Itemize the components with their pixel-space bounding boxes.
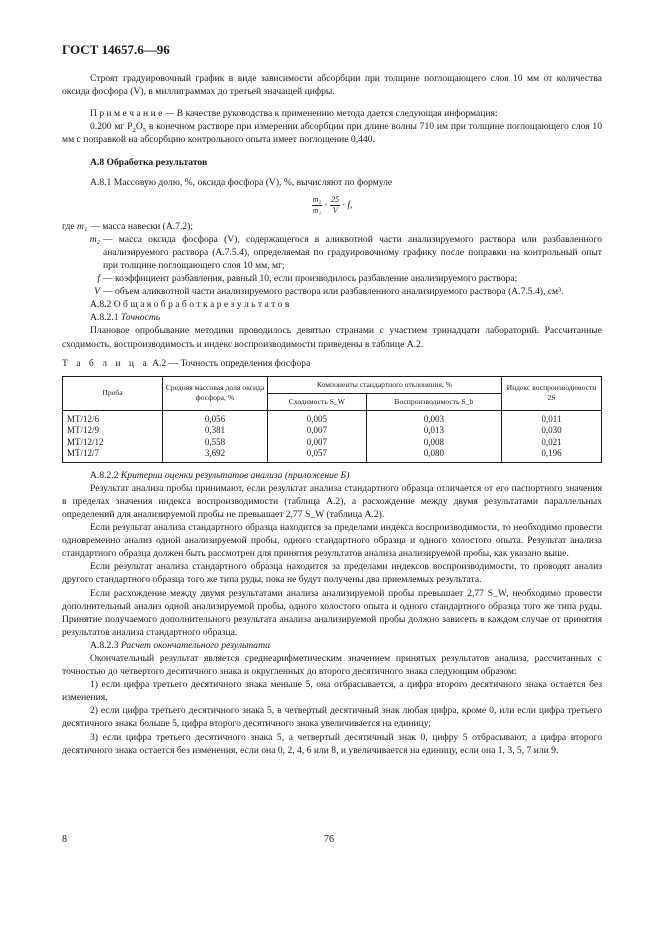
col-sb-header: Воспроизводимость S_b — [366, 393, 501, 410]
precision-table — [62, 376, 602, 463]
note-info-paragraph: 0.200 мг $P_2O_5$ в конечном растворе при измерении абсорбции при длине волны 710 им при толщине поглощающего слоя 10 мм с поправкой на абсорбцию контрольного опыта имеет поглощение 0,440. — [62, 121, 602, 146]
document-header: ГОСТ 14657.6—96 — [62, 42, 170, 57]
col-sw-header: Сходимость S_W — [268, 393, 367, 410]
a823-rule-1: 1) если цифра третьего десятичного знака меньше 5, она отбрасывается, а цифра второго десятичного знака остается без изменения. — [62, 679, 602, 704]
a823-heading: А.8.2.3 Расчет окончательного результата — [90, 639, 270, 651]
col-sample-header: Проба — [63, 376, 163, 410]
page-body — [62, 72, 602, 757]
a822-paragraph-2: Если результат анализа стандартного образца находится за пределами индекса воспроизводимости, то необходимо провести одновременно анализ одной анализируемой пробы, одного стандартного образца и одного холостого опыта. Результат анализа стандартного образца должен быть рассмотрен для принятия результатов анализа анализируемой пробы, как указано выше. — [62, 522, 602, 560]
definition-m2: m₂ — масса оксида фосфора (V), содержащегося в аликвотной части анализируемого раствора или разбавленного анализируемого раствора (А.7.5.4), определяемая по градуировочному графику после поправки на контрольный опыт при толщине поглощающего слоя 10 мм, мг; — [89, 233, 602, 271]
definition-m1: где m₁ — масса навески (А.7.2); — [62, 220, 194, 232]
page-number-center: 76 — [324, 834, 334, 845]
a823-rule-3: 3) если цифра третьего десятичного знака 5, а четвертый десятичный знак 0, цифру 5 отбрасывают, а цифра второго десятичного знака остается без изменения, если она 0, 2, 4, 6 или 8, и увеличивается на единицу, если она 1, 3, 5, 7 или 9. — [62, 731, 602, 756]
note-text: — В качестве руководства к применению метода дается следующая информация: — [162, 108, 498, 120]
a81-paragraph: А.8.1 Массовую долю, %, оксида фосфора (V), %, вычисляют по формуле — [90, 176, 393, 188]
formula-fraction-v: $\frac{25}{V}$ — [331, 194, 340, 215]
a822-paragraph-3: Если результат анализа стандартного образца находится за пределами индексов воспроизводимости, то проводят анализ другого стандартного образца того же типа руды, пока не будут получены два приемлемых результата. — [62, 561, 602, 586]
mass-fraction-formula: $\frac{\text{m₂}}{\text{m₁}}$ · $\frac{25}{V}$ · f, — [312, 194, 353, 215]
a822-paragraph-1: Результат анализа пробы принимают, если результат анализа стандартного образца отличается от его паспортного значения в пределах значения индекса воспроизводимости (таблица А.2), а расхождение между двумя результатами параллельных определений для анализируемой пробы не превышает 2,77 S_W (таблица А.2). — [62, 482, 602, 520]
definition-v: V — объем аликвотной части анализируемого раствора или разбавленного анализируемого раствора (А.7.5.4), см³. — [94, 286, 564, 298]
a822-paragraph-4: Если расхождение между двумя результатами анализа анализируемой пробы превышает 2,77 S_W, необходимо провести дополнительный анализ одной анализируемой пробы, одного холостого опыта и одного стандартного образца того же типа руды. Принятие получаемого дополнительного результата анализа анализируемой пробы должно зависеть в каждом случае от принятия результатов анализа стандартного образца. — [62, 587, 602, 638]
note-label: П р и м е ч а н и е — [90, 108, 163, 120]
a82-heading: А.8.2 О б щ а я о б р а б о т к а р е з у л ь т а т о в — [90, 299, 290, 311]
formula-definitions — [62, 220, 602, 299]
formula-fraction-m: $\frac{\text{m₂}}{\text{m₁}}$ — [312, 194, 322, 215]
table-caption: Т а б л и ц а А.2 — Точность определения фосфора — [62, 357, 311, 369]
a822-heading: А.8.2.2 Критерии оценки результатов анализа (приложение Б) — [90, 469, 350, 481]
section-a8-title: А.8 Обработка результатов — [90, 157, 208, 169]
col-components-header: Компоненты стандартного отклонения, % — [268, 376, 502, 393]
table-row: МТ/12/7 3,692 0,057 0,080 0,196 — [63, 448, 602, 462]
a823-rule-2: 2) если цифра третьего десятичного знака 5, в четвертый десятичный знак любая цифра, кроме 0, или если цифра третьего десятичного знака больше 5, цифра второго десятичного знака увеличивается на единицу; — [62, 705, 602, 730]
table-row: МТ/12/9 0,381 0,007 0,013 0,030 — [63, 425, 602, 437]
table-row: МТ/12/6 0,056 0,005 0,003 0,011 — [63, 410, 602, 425]
col-mass-header: Средняя массовая доля оксида фосфора, % — [163, 376, 268, 410]
a821-heading: А.8.2.1 Точность — [90, 312, 161, 324]
definition-f: f — коэффициент разбавления, равный 10, если производилось разбавление анализируемого раствора; — [97, 273, 518, 285]
page-number-left: 8 — [62, 834, 67, 845]
a823-paragraph-1: Окончательный результат является среднеарифметическим значением принятых результатов анализа, рассчитанных с точностью до четвертого десятичного знака и округленных до второго десятичного знака следующим образом: — [62, 653, 602, 678]
intro-paragraph: Строят градуировочный график в виде зависимости абсорбции при толщине поглощающего слоя 10 мм от количества оксида фосфора (V), в миллиграммах до третьей значащей цифры. — [62, 73, 602, 98]
col-index-header: Индекс воспроизводимости 2S — [502, 376, 602, 410]
a821-paragraph: Плановое опробывание методики проводилось девятью странами с участием тринадцати лабораторий. Рассчитанные сходимость, воспроизводимость и индекс воспроизводимости приведены в таблице А.2. — [62, 325, 602, 350]
note-paragraph — [62, 107, 602, 120]
table-row: МТ/12/12 0,558 0,007 0,008 0,021 — [63, 437, 602, 449]
